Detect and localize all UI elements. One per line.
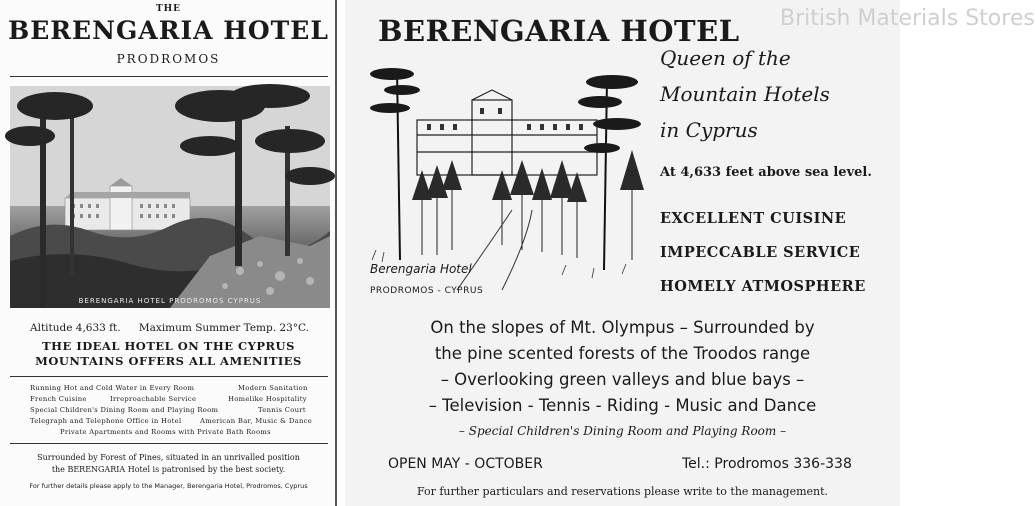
para-line-1: Surrounded by Forest of Pines, situated in an unrivalled position: [37, 453, 300, 462]
amenity-service: Irreproachable Service: [110, 395, 197, 403]
left-ad-ideal-heading: [0, 339, 337, 369]
right-ad-tagline: [660, 40, 830, 148]
feature-cuisine: EXCELLENT CUISINE: [660, 210, 847, 227]
photo-caption: BERENGARIA HOTEL PRODROMOS CYPRUS: [78, 297, 262, 305]
left-ad-paragraph: [0, 452, 337, 476]
feature-atmosphere: HOMELY ATMOSPHERE: [660, 278, 866, 295]
left-ad-altitude: Altitude 4,633 ft.: [30, 322, 121, 334]
bleed-through-text: British Materials Stores: [780, 6, 1035, 31]
amenity-cuisine: French Cuisine: [30, 395, 87, 403]
left-ad-title: BERENGARIA HOTEL: [8, 16, 329, 45]
amenity-bar: American Bar, Music & Dance: [200, 417, 313, 425]
sketch-location: PRODROMOS - CYPRUS: [370, 286, 484, 296]
telephone-number: Tel.: Prodromos 336-338: [682, 456, 852, 472]
amenity-sanitation: Modern Sanitation: [238, 384, 308, 392]
amenities-bottom-rule: [10, 443, 328, 444]
description-line-1: On the slopes of Mt. Olympus – Surrounded by: [430, 318, 815, 337]
left-ad-the: THE: [155, 4, 182, 14]
left-ad-max-temp: Maximum Summer Temp. 23°C.: [138, 322, 309, 334]
sketch-caption: Berengaria Hotel: [370, 262, 472, 276]
left-ad-further-details: For further details please apply to the Manager, Berengaria Hotel, Prodromos, Cyprus: [29, 482, 308, 490]
ad-divider: [337, 0, 345, 506]
tagline-line-2: Mountain Hotels: [660, 82, 830, 106]
description-line-3: – Overlooking green valleys and blue bays –: [440, 370, 805, 389]
hotel-photo: [10, 86, 330, 308]
ideal-line-1: THE IDEAL HOTEL ON THE CYPRUS: [42, 339, 295, 353]
left-ad-location: PRODROMOS: [116, 52, 221, 66]
amenity-telegraph: Telegraph and Telephone Office in Hotel: [30, 417, 182, 425]
left-advertisement: [0, 0, 337, 506]
children-room-note: – Special Children's Dining Room and Playing Room –: [458, 424, 787, 438]
tagline-line-1: Queen of the: [660, 46, 791, 70]
amenity-tennis: Tennis Court: [258, 406, 306, 414]
feature-service: IMPECCABLE SERVICE: [660, 244, 861, 261]
amenity-hospitality: Homelike Hospitality: [228, 395, 307, 403]
opening-season: OPEN MAY - OCTOBER: [388, 456, 543, 472]
tagline-line-3: in Cyprus: [660, 118, 758, 142]
amenity-children: Special Children's Dining Room and Playing Room: [30, 406, 219, 414]
description-line-4: – Television - Tennis - Riding - Music and Dance: [428, 396, 817, 415]
para-line-2: the BERENGARIA Hotel is patronised by the best society.: [51, 465, 286, 474]
amenity-apartments: Private Apartments and Rooms with Private Bath Rooms: [60, 428, 271, 436]
ideal-line-2: MOUNTAINS OFFERS ALL AMENITIES: [35, 354, 302, 368]
right-ad-further-particulars: For further particulars and reservations please write to the management.: [416, 485, 829, 498]
right-ad-title: BERENGARIA HOTEL: [378, 14, 740, 48]
left-ad-top-rule: [10, 76, 328, 77]
right-ad-altitude: At 4,633 feet above sea level.: [660, 165, 872, 180]
amenities-top-rule: [10, 376, 328, 377]
description-line-2: the pine scented forests of the Troodos range: [434, 344, 811, 363]
amenity-running-water: Running Hot and Cold Water in Every Room: [30, 384, 195, 392]
